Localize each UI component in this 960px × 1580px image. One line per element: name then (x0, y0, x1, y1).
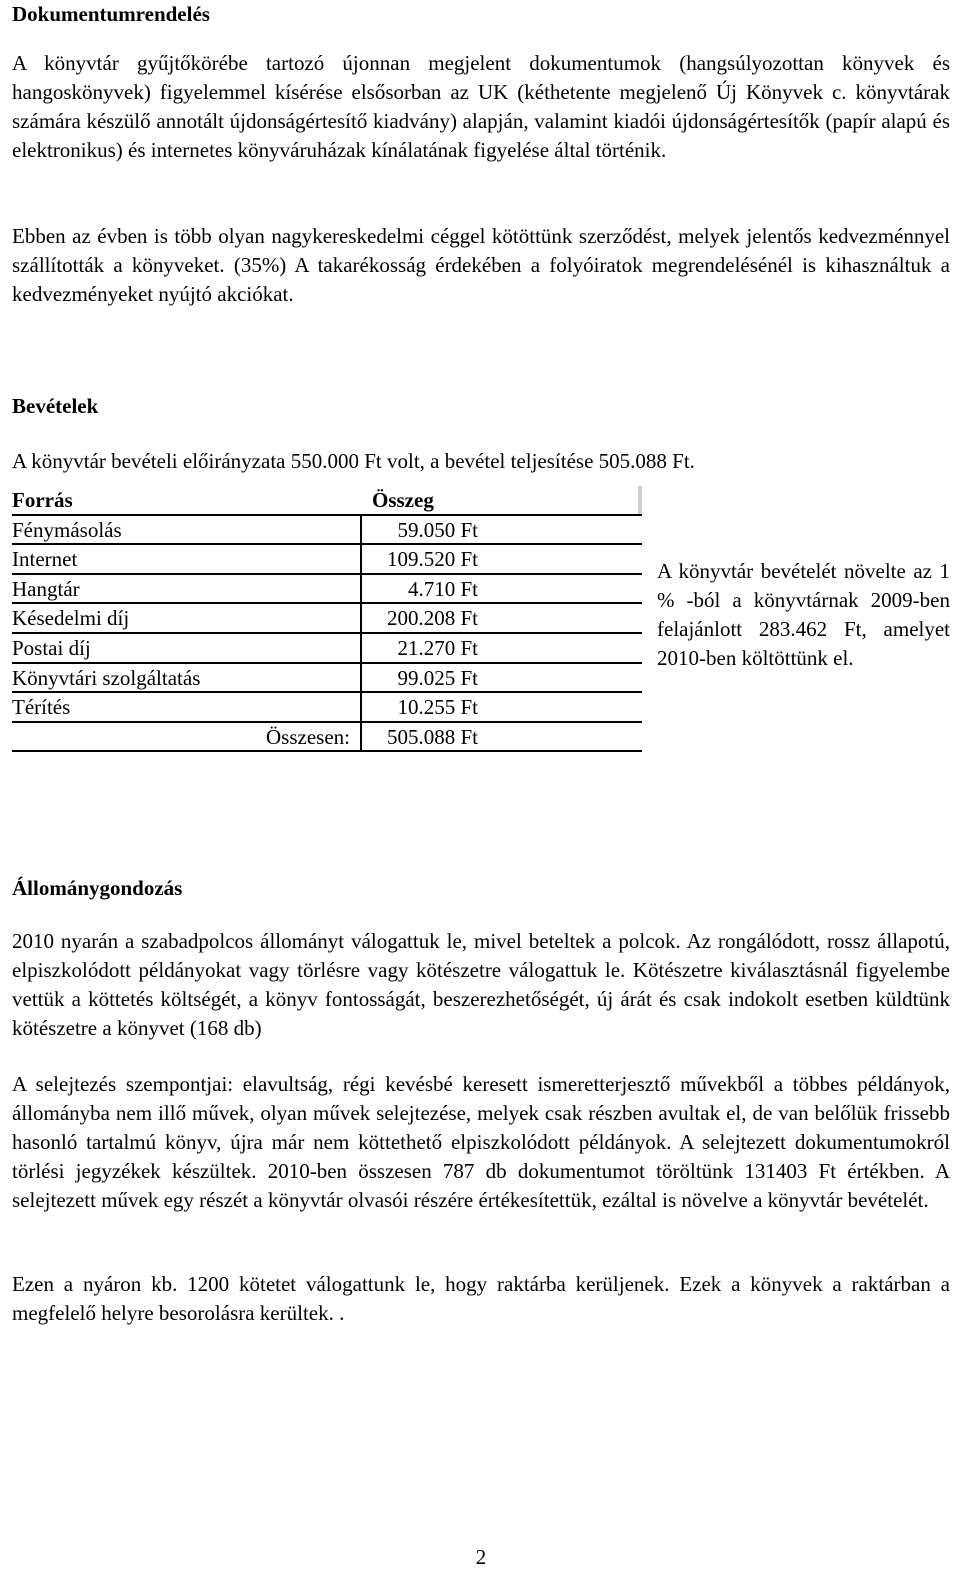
table-row (12, 693, 642, 723)
header-shading (638, 486, 642, 514)
total-label: Összesen: (266, 724, 350, 749)
table-row (12, 575, 642, 605)
paragraph-ordering-1: A könyvtár gyűjtőkörébe tartozó újonnan megjelent dokumentumok (hangsúlyozottan könyvek és hangoskönyvek) figyelemmel kísérése elsősorban az UK (kéthetente megjelenő Új Könyvek c. könyvtárak számára készülő annotált újdonságértesítő kiadvány) alapján, valamint kiadói újdonságértesítők (papír alapú és elektronikus) és internetes könyváruházak kínálatának figyelése által történik. (12, 51, 950, 162)
table-row (12, 516, 642, 546)
row-source: Fénymásolás (12, 517, 122, 542)
column-header-source: Forrás (12, 488, 73, 512)
heading-dokumentumrendeles: Dokumentumrendelés (12, 2, 210, 26)
row-source: Késedelmi díj (12, 606, 130, 631)
row-amount: 109.520 Ft (386, 547, 478, 572)
column-header-amount: Összeg (372, 488, 434, 512)
table-header-row (12, 486, 642, 516)
table-row (12, 545, 642, 575)
revenue-side-note: A könyvtár bevételét növelte az 1 % -ból a könyvtárnak 2009-ben felajánlott 283.462 Ft, amelyet 2010-ben költöttünk el. (657, 559, 950, 670)
row-source: Könyvtári szolgáltatás (12, 665, 201, 690)
row-amount: 21.270 Ft (397, 635, 478, 660)
page-number: 2 (475, 1545, 487, 1569)
table-row (12, 604, 642, 634)
table-row (12, 634, 642, 664)
total-amount: 505.088 Ft (386, 724, 478, 749)
row-source: Hangtár (12, 576, 80, 601)
paragraph-maintenance-1: 2010 nyarán a szabadpolcos állományt válogattuk le, mivel beteltek a polcok. Az rongálódott, rossz állapotú, elpiszkolódott példányokat vagy törlésre vagy kötészetre válogattuk le. Kötészetre kiválasztásnál figyelembe vettük a köttetés költségét, a könyv fontosságát, beszerezhetőségét, új árát és csak indokolt esetben küldtünk kötészetre a könyvet (168 db) (12, 929, 950, 1040)
revenue-table (12, 486, 642, 752)
table-row (12, 664, 642, 694)
heading-bevetelek: Bevételek (12, 394, 99, 418)
row-source: Postai díj (12, 635, 91, 660)
table-total-row (12, 723, 642, 753)
row-source: Internet (12, 547, 78, 572)
paragraph-maintenance-2: A selejtezés szempontjai: elavultság, régi kevésbé keresett ismeretterjesztő művekből a többes példányok, állományba nem illő művek, olyan művek selejtezése, melyek csak részben avultak el, de van belőlük frissebb hasonló tartalmú könyv, újra már nem köttethető elpiszkolódott példányok. A selejtezett dokumentumokról törlési jegyzékek készültek. 2010-ben összesen 787 db dokumentumot töröltünk 131403 Ft értékben. A selejtezett művek egy részét a könyvtár olvasói részére értékesítettük, ezáltal is növelve a könyvtár bevételét. (12, 1072, 950, 1212)
row-amount: 99.025 Ft (397, 665, 478, 690)
revenue-intro: A könyvtár bevételi előirányzata 550.000 Ft volt, a bevétel teljesítése 505.088 Ft. (12, 449, 695, 473)
paragraph-ordering-2: Ebben az évben is több olyan nagykereskedelmi céggel kötöttünk szerződést, melyek jelentős kedvezménnyel szállították a könyveket. (35%) A takarékosság érdekében a folyóiratok megrendelésénél is kihasználtuk a kedvezményeket nyújtó akciókat. (12, 224, 950, 306)
row-amount: 10.255 Ft (397, 695, 478, 720)
row-amount: 200.208 Ft (386, 606, 478, 631)
paragraph-maintenance-3: Ezen a nyáron kb. 1200 kötetet válogattunk le, hogy raktárba kerüljenek. Ezek a könyvek a raktárban a megfelelő helyre besorolásra kerültek. . (12, 1272, 950, 1325)
heading-allomanygondozas: Állománygondozás (12, 876, 183, 900)
row-amount: 59.050 Ft (397, 517, 478, 542)
row-amount: 4.710 Ft (407, 576, 478, 601)
row-source: Térítés (12, 695, 71, 720)
